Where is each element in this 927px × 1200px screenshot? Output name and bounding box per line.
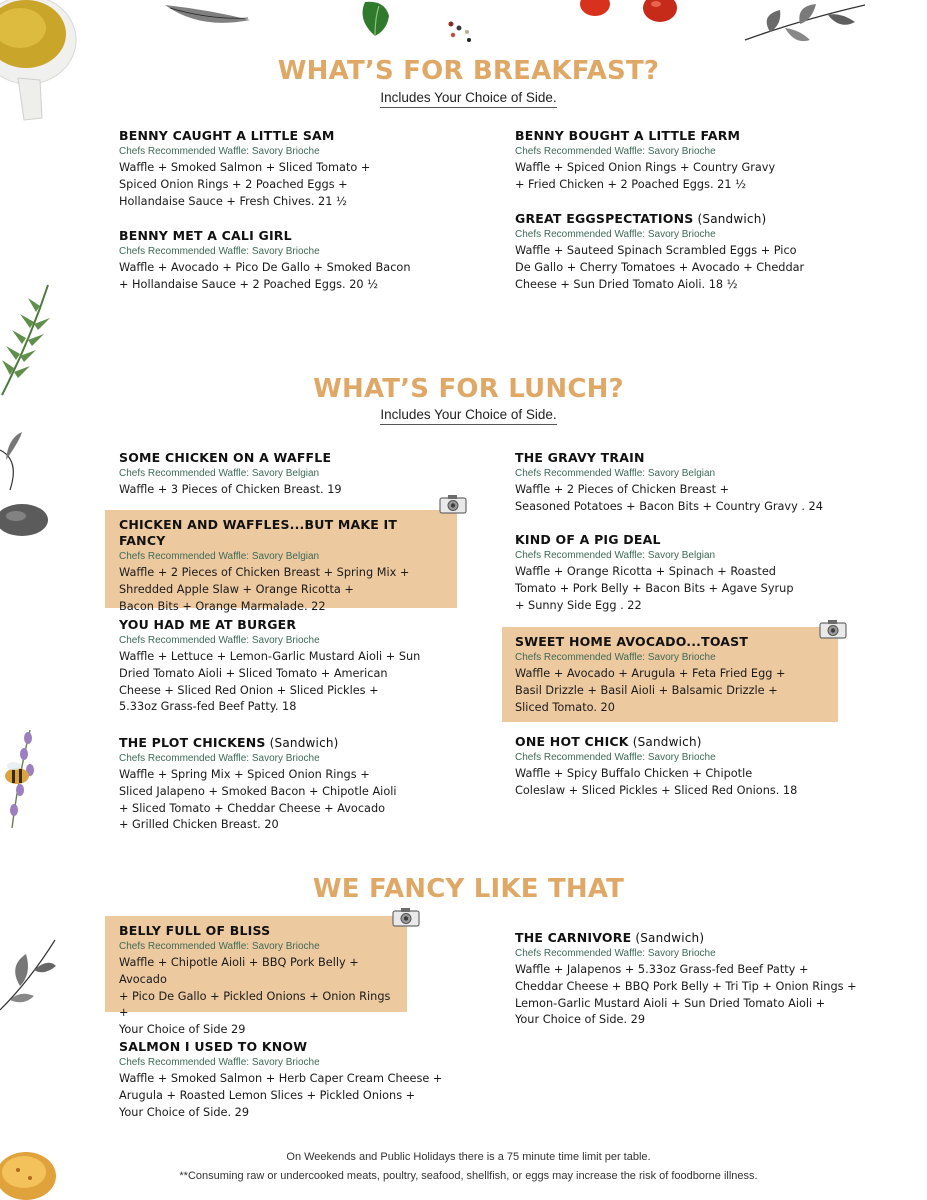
item-waffle: Chefs Recommended Waffle: Savory Belgian bbox=[515, 550, 716, 561]
item-name: SWEET HOME AVOCADO...TOAST bbox=[515, 634, 749, 649]
item-description: Waffle + Chipotle Aioli + BBQ Pork Belly + Avocado + Pico De Gallo + Pickled Onions + Onion Rings + Your Choice of Side 29 bbox=[119, 956, 391, 1037]
olive-branch-icon bbox=[740, 0, 870, 50]
spinach-icon bbox=[355, 0, 395, 38]
bee-icon bbox=[0, 760, 34, 788]
item-waffle: Chefs Recommended Waffle: Savory Brioche bbox=[119, 753, 320, 764]
item-name: THE CARNIVORE (Sandwich) bbox=[515, 930, 705, 945]
item-description: Waffle + Lettuce + Lemon-Garlic Mustard Aioli + Sun Dried Tomato Aioli + Sliced Tomato + American Cheese + Sliced Red Onion + Sliced Pickles + 5.33oz Grass-fed Beef Patty. 18 bbox=[119, 650, 421, 714]
item-description: Waffle + Spiced Onion Rings + Country Gravy + Fried Chicken + 2 Poached Eggs. 21 ½ bbox=[515, 161, 776, 191]
item-waffle: Chefs Recommended Waffle: Savory Brioche bbox=[119, 941, 320, 952]
item-name: GREAT EGGSPECTATIONS (Sandwich) bbox=[515, 211, 767, 226]
item-name: CHICKEN AND WAFFLES...BUT MAKE IT FANCY bbox=[119, 517, 398, 548]
item-name: BENNY MET A CALI GIRL bbox=[119, 228, 292, 243]
section-title-lunch: WHAT’S FOR LUNCH? bbox=[313, 374, 624, 404]
item-description: Waffle + Spring Mix + Spiced Onion Rings + Sliced Jalapeno + Smoked Bacon + Chipotle Aioli + Sliced Tomato + Cheddar Cheese + Avocado + Grilled Chicken Breast. 20 bbox=[119, 768, 397, 832]
peppercorn-icon bbox=[445, 18, 475, 44]
item-name: BELLY FULL OF BLISS bbox=[119, 923, 271, 938]
section-subtitle-lunch: Includes Your Choice of Side. bbox=[0, 407, 927, 422]
item-description: Waffle + Avocado + Arugula + Feta Fried Egg + Basil Drizzle + Basil Aioli + Balsamic Drizzle + Sliced Tomato. 20 bbox=[515, 667, 786, 714]
item-waffle: Chefs Recommended Waffle: Savory Brioche bbox=[515, 229, 716, 240]
item-description: Waffle + Smoked Salmon + Sliced Tomato + Spiced Onion Rings + 2 Poached Eggs + Hollandaise Sauce + Fresh Chives. 21 ½ bbox=[119, 161, 371, 208]
section-title-breakfast: WHAT’S FOR BREAKFAST? bbox=[277, 56, 660, 86]
item-waffle: Chefs Recommended Waffle: Savory Brioche bbox=[515, 146, 716, 157]
footer-time-limit: On Weekends and Public Holidays there is a 75 minute time limit per table. bbox=[286, 1151, 651, 1163]
menu-item bbox=[515, 128, 865, 194]
item-waffle: Chefs Recommended Waffle: Savory Brioche bbox=[515, 752, 716, 763]
camera-icon bbox=[392, 907, 420, 927]
menu-item bbox=[515, 532, 865, 614]
camera-icon bbox=[439, 494, 467, 514]
item-description: Waffle + Spicy Buffalo Chicken + Chipotle Coleslaw + Sliced Pickles + Sliced Red Onions. 18 bbox=[515, 767, 798, 797]
item-description: Waffle + 2 Pieces of Chicken Breast + Seasoned Potatoes + Bacon Bits + Country Gravy . 24 bbox=[515, 483, 823, 513]
item-name: BENNY CAUGHT A LITTLE SAM bbox=[119, 128, 335, 143]
item-name: THE GRAVY TRAIN bbox=[515, 450, 645, 465]
item-waffle: Chefs Recommended Waffle: Savory Brioche bbox=[515, 948, 716, 959]
item-waffle: Chefs Recommended Waffle: Savory Brioche bbox=[119, 146, 320, 157]
section-subtitle-breakfast: Includes Your Choice of Side. bbox=[0, 90, 927, 105]
footer-disclaimer: **Consuming raw or undercooked meats, poultry, seafood, shellfish, or eggs may increase the risk of foodborne illness. bbox=[179, 1170, 758, 1182]
item-description: Waffle + 3 Pieces of Chicken Breast. 19 bbox=[119, 483, 342, 496]
leaf-icon bbox=[160, 0, 270, 40]
item-name: YOU HAD ME AT BURGER bbox=[119, 617, 297, 632]
item-description: Waffle + Orange Ricotta + Spinach + Roasted Tomato + Pork Belly + Bacon Bits + Agave Syrup + Sunny Side Egg . 22 bbox=[515, 565, 794, 612]
item-waffle: Chefs Recommended Waffle: Savory Belgian bbox=[515, 468, 716, 479]
item-waffle: Chefs Recommended Waffle: Savory Brioche bbox=[119, 246, 320, 257]
item-description: Waffle + Avocado + Pico De Gallo + Smoked Bacon + Hollandaise Sauce + 2 Poached Eggs. 20 ½ bbox=[119, 261, 411, 291]
camera-icon bbox=[819, 619, 847, 639]
item-description: Waffle + Smoked Salmon + Herb Caper Cream Cheese + Arugula + Roasted Lemon Slices + Pickled Onions + Your Choice of Side. 29 bbox=[119, 1072, 443, 1119]
menu-item-featured bbox=[502, 627, 838, 722]
item-waffle: Chefs Recommended Waffle: Savory Brioche bbox=[119, 1057, 320, 1068]
olive-branch-icon bbox=[0, 930, 60, 1020]
menu-item bbox=[119, 617, 469, 716]
menu-item bbox=[515, 930, 860, 1029]
item-waffle: Chefs Recommended Waffle: Savory Belgian bbox=[119, 551, 320, 562]
item-waffle: Chefs Recommended Waffle: Savory Brioche bbox=[119, 635, 320, 646]
item-description: Waffle + Jalapenos + 5.33oz Grass-fed Beef Patty + Cheddar Cheese + BBQ Pork Belly + Tri Tip + Onion Rings + Lemon-Garlic Mustard Aioli + Sun Dried Tomato Aioli + Your Choice of Side. 29 bbox=[515, 963, 857, 1027]
menu-item-featured bbox=[105, 510, 457, 613]
item-name: SALMON I USED TO KNOW bbox=[119, 1039, 308, 1054]
menu-item bbox=[515, 734, 865, 800]
tomato-icon bbox=[580, 0, 685, 30]
menu-item bbox=[119, 228, 469, 294]
item-name: KIND OF A PIG DEAL bbox=[515, 532, 661, 547]
item-name: BENNY BOUGHT A LITTLE FARM bbox=[515, 128, 741, 143]
menu-item bbox=[119, 735, 469, 834]
menu-item-featured bbox=[105, 916, 407, 1037]
item-name: ONE HOT CHICK (Sandwich) bbox=[515, 734, 702, 749]
item-name: SOME CHICKEN ON A WAFFLE bbox=[119, 450, 332, 465]
menu-item bbox=[119, 1039, 469, 1121]
item-waffle: Chefs Recommended Waffle: Savory Brioche bbox=[515, 652, 716, 663]
item-description: Waffle + 2 Pieces of Chicken Breast + Spring Mix + Shredded Apple Slaw + Orange Ricotta + Bacon Bits + Orange Marmalade. 22 bbox=[119, 566, 410, 613]
section-title-fancy: WE FANCY LIKE THAT bbox=[312, 874, 625, 904]
olive-branch-icon bbox=[0, 430, 55, 545]
menu-item bbox=[515, 450, 865, 516]
item-description: Waffle + Sauteed Spinach Scrambled Eggs + Pico De Gallo + Cherry Tomatoes + Avocado + Cheddar Cheese + Sun Dried Tomato Aioli. 18 ½ bbox=[515, 244, 805, 291]
item-name: THE PLOT CHICKENS (Sandwich) bbox=[119, 735, 339, 750]
menu-item bbox=[515, 211, 865, 293]
menu-item bbox=[119, 450, 469, 499]
item-waffle: Chefs Recommended Waffle: Savory Belgian bbox=[119, 468, 320, 479]
menu-item bbox=[119, 128, 469, 210]
